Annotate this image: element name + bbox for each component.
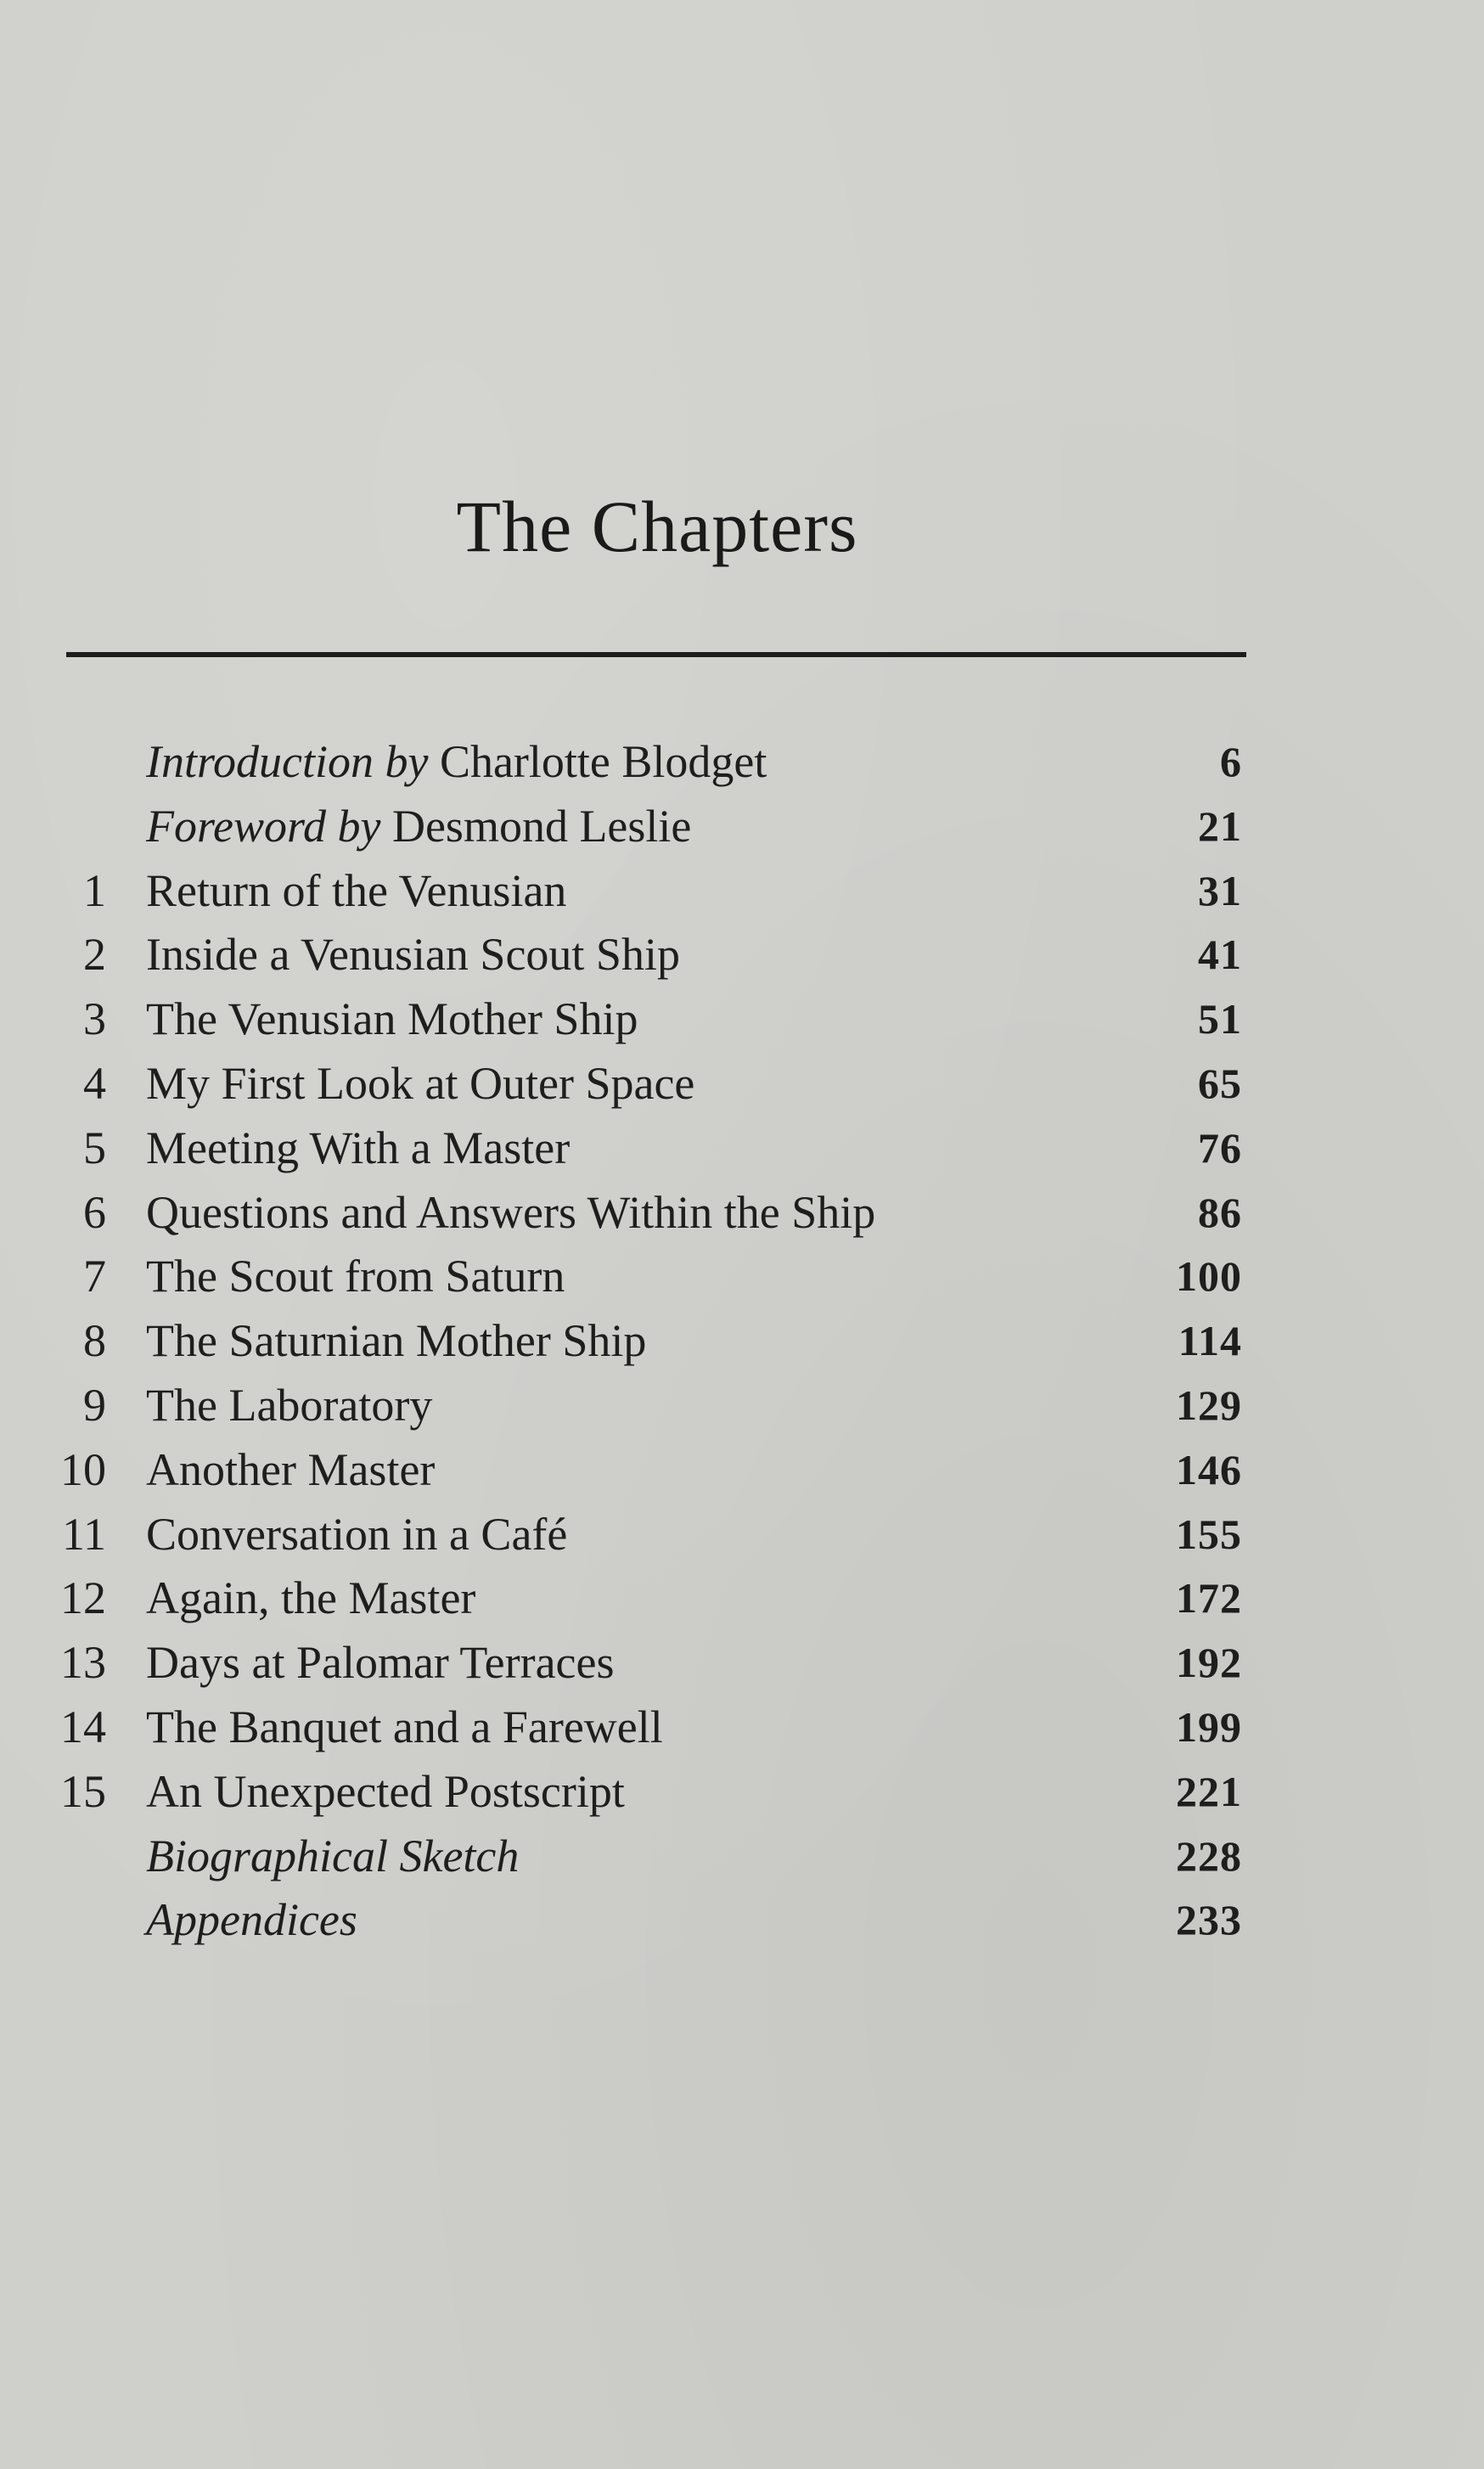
chapter-title-text: The Saturnian Mother Ship [146, 1315, 647, 1367]
chapter-title-italic: Foreword by [146, 800, 381, 852]
page-title: The Chapters [456, 486, 858, 567]
title-rule [66, 652, 1246, 657]
chapter-title [146, 1503, 567, 1566]
chapter-title-text: The Banquet and a Farewell [146, 1701, 663, 1752]
page-number: 76 [1198, 1123, 1242, 1172]
page-number: 100 [1176, 1252, 1242, 1301]
chapter-title [146, 795, 691, 858]
chapter-number: 2 [83, 929, 106, 981]
chapter-title [146, 1052, 694, 1116]
page-number: 65 [1198, 1059, 1242, 1107]
chapter-title-text: The Scout from Saturn [146, 1251, 565, 1302]
page-number: 86 [1198, 1188, 1242, 1236]
chapter-title-text: The Venusian Mother Ship [146, 993, 638, 1045]
chapter-number: 14 [60, 1701, 106, 1752]
chapter-number: 11 [62, 1508, 106, 1560]
toc-entry [0, 923, 1484, 987]
page-number: 233 [1176, 1896, 1242, 1944]
page-number: 129 [1176, 1381, 1242, 1429]
page-number: 221 [1176, 1767, 1242, 1815]
page-number: 6 [1220, 738, 1242, 785]
chapter-number: 1 [83, 864, 106, 916]
page-number: 172 [1176, 1574, 1242, 1623]
page-number: 114 [1178, 1317, 1242, 1365]
chapter-title [146, 1566, 475, 1630]
chapter-title [146, 987, 638, 1051]
table-of-contents [0, 730, 1484, 1953]
chapter-title-italic: Introduction by [146, 736, 429, 787]
chapter-number: 3 [83, 993, 106, 1045]
page-number: 199 [1176, 1702, 1242, 1751]
toc-entry [0, 795, 1484, 859]
chapter-title-italic: Appendices [146, 1894, 357, 1946]
toc-entry [0, 1696, 1484, 1760]
toc-entry [0, 1566, 1484, 1631]
toc-entry [0, 987, 1484, 1052]
page-number: 146 [1176, 1445, 1242, 1493]
chapter-title [146, 1438, 435, 1502]
chapter-title-text: Return of the Venusian [146, 864, 567, 916]
page-number: 228 [1176, 1831, 1242, 1880]
toc-entry [0, 1503, 1484, 1567]
chapter-title [146, 1760, 625, 1824]
chapter-title [146, 1181, 875, 1245]
chapter-number: 9 [83, 1379, 106, 1431]
chapter-title-text: My First Look at Outer Space [146, 1057, 695, 1109]
chapter-title-text: Again, the Master [146, 1572, 476, 1624]
chapter-title [146, 1631, 615, 1695]
page-number: 41 [1198, 931, 1242, 979]
chapter-title-text: Days at Palomar Terraces [146, 1637, 615, 1689]
toc-entry [0, 1631, 1484, 1696]
chapter-title [146, 1116, 570, 1180]
chapter-title [146, 1245, 565, 1308]
chapter-number: 12 [60, 1572, 106, 1624]
chapter-title [146, 1696, 663, 1759]
chapter-title-italic: Biographical Sketch [146, 1830, 520, 1881]
page-number: 192 [1176, 1639, 1242, 1687]
chapter-number: 7 [83, 1251, 106, 1302]
chapter-number: 4 [83, 1057, 106, 1109]
chapter-title-text: Conversation in a Café [146, 1508, 568, 1560]
chapter-title [146, 1825, 519, 1888]
page-number: 31 [1198, 866, 1242, 914]
chapter-title [146, 730, 767, 794]
chapter-title-text: Questions and Answers Within the Ship [146, 1186, 876, 1238]
chapter-title [146, 859, 566, 923]
chapter-title-text: An Unexpected Postscript [146, 1765, 625, 1817]
chapter-title-text: The Laboratory [146, 1379, 433, 1431]
toc-entry [0, 1245, 1484, 1309]
toc-entry [0, 1309, 1484, 1374]
chapter-number: 10 [60, 1443, 106, 1495]
chapter-title-text: Meeting With a Master [146, 1122, 571, 1173]
page-number: 155 [1176, 1510, 1242, 1558]
chapter-title [146, 1374, 432, 1437]
toc-entry [0, 1888, 1484, 1953]
toc-entry [0, 859, 1484, 924]
chapter-number: 6 [83, 1186, 106, 1238]
chapter-number: 15 [60, 1765, 106, 1817]
chapter-title-text: Charlotte Blodget [428, 736, 767, 787]
toc-entry [0, 1052, 1484, 1116]
chapter-title-text: Another Master [146, 1443, 436, 1495]
chapter-number: 5 [83, 1122, 106, 1173]
chapter-title [146, 1888, 357, 1952]
page-number: 21 [1198, 801, 1242, 850]
chapter-number: 8 [83, 1315, 106, 1367]
toc-entry [0, 1825, 1484, 1889]
chapter-title [146, 1309, 646, 1373]
chapter-number: 13 [60, 1637, 106, 1689]
toc-entry [0, 1116, 1484, 1181]
toc-entry [0, 1374, 1484, 1438]
toc-entry [0, 1438, 1484, 1503]
chapter-title-text: Desmond Leslie [380, 800, 692, 852]
chapter-title-text: Inside a Venusian Scout Ship [146, 929, 680, 981]
toc-entry [0, 1181, 1484, 1246]
toc-entry [0, 1760, 1484, 1825]
page-number: 51 [1198, 995, 1242, 1043]
toc-entry [0, 730, 1484, 795]
chapter-title [146, 923, 680, 987]
